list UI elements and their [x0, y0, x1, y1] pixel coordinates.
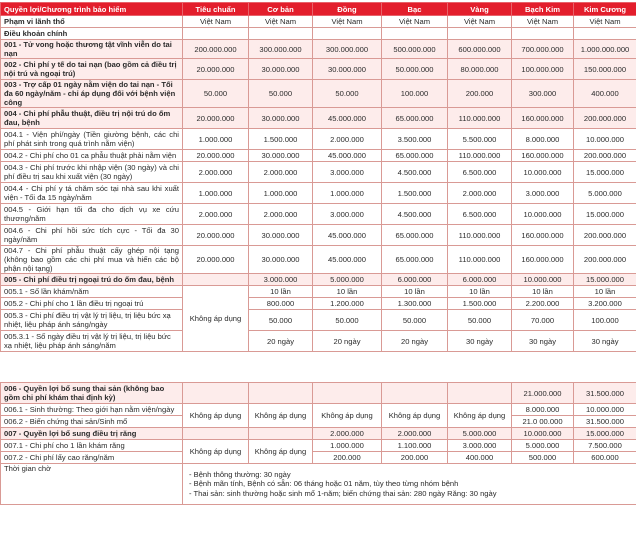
cell: 400.000 [574, 80, 636, 108]
table-row [1, 404, 636, 416]
cell: 500.000 [512, 452, 574, 464]
cell: 30.000.000 [249, 225, 313, 246]
waiting-line: - Bệnh thông thường: 30 ngày [189, 469, 291, 479]
cell: 50.000 [382, 310, 448, 331]
row-label: 007.1 - Chi phí cho 1 lần khám răng [1, 440, 183, 452]
cell: 30.000.000 [313, 59, 382, 80]
cell: 200.000.000 [574, 225, 636, 246]
cell: 31.500.000 [574, 416, 636, 428]
cell: 10 lần [313, 286, 382, 298]
cell: 160.000.000 [512, 108, 574, 129]
row-label: 007.2 - Chi phí lấy cao răng/năm [1, 452, 183, 464]
section-label: Điều khoản chính [1, 28, 183, 40]
not-applicable: Không áp dụng [448, 404, 512, 428]
cell: 400.000 [448, 452, 512, 464]
row-label: 002 - Chi phí y tế do tai nạn (bao gồm cả điều trị nội trú và ngoại trú) [1, 59, 183, 80]
table-row [1, 162, 636, 183]
cell: 30 ngày [448, 331, 512, 352]
row-label: 006.2 - Biến chứng thai sản/Sinh mổ [1, 416, 183, 428]
table-row [1, 80, 636, 108]
cell: 20.000.000 [183, 225, 249, 246]
cell: 6.500.000 [448, 204, 512, 225]
table-row [1, 428, 636, 440]
cell: 20.000.000 [183, 108, 249, 129]
cell: 45.000.000 [313, 246, 382, 274]
cell: 3.000.000 [448, 440, 512, 452]
row-label: 006.1 - Sinh thường: Theo giới hạn nằm viện/ngày [1, 404, 183, 416]
cell: 3.500.000 [382, 129, 448, 150]
cell: 5.000.000 [512, 440, 574, 452]
cell: 50.000 [249, 310, 313, 331]
cell: 160.000.000 [512, 246, 574, 274]
main-rows [1, 40, 636, 274]
cell: 10 lần [574, 286, 636, 298]
cell: 150.000.000 [574, 59, 636, 80]
row-label: 005.3.1 - Số ngày điều trị vật lý trị liệu, trị liệu bức xạ nhiệt, liệu pháp ánh sáng/năm [1, 331, 183, 352]
cell: 30.000.000 [249, 59, 313, 80]
cell: 200.000 [448, 80, 512, 108]
cell: 2.000.000 [183, 162, 249, 183]
cell: 50.000 [448, 310, 512, 331]
row-label: 007 - Quyền lợi bổ sung điều trị răng [1, 428, 183, 440]
cell: 45.000.000 [313, 225, 382, 246]
cell: 15.000.000 [574, 274, 636, 286]
cell: Việt Nam [448, 16, 512, 28]
cell: 110.000.000 [448, 150, 512, 162]
cell: 8.000.000 [512, 404, 574, 416]
row-label: 005.3 - Chi phí điều trị vật lý trị liệu, trị liệu bức xạ nhiệt, liệu pháp ánh sáng/ngày [1, 310, 183, 331]
table-row [1, 16, 636, 28]
cell: 6.000.000 [448, 274, 512, 286]
table-row [1, 108, 636, 129]
cell: 31.500.000 [574, 383, 636, 404]
waiting-period-text [183, 464, 636, 505]
cell: 2.000.000 [313, 129, 382, 150]
cell: 1.000.000 [183, 183, 249, 204]
cell: 10.000.000 [512, 274, 574, 286]
cell: 30.000.000 [249, 108, 313, 129]
cell: 1.100.000 [382, 440, 448, 452]
cell: 45.000.000 [313, 108, 382, 129]
cell: 2.000.000 [249, 162, 313, 183]
row-label: 004.2 - Chi phí cho 01 ca phẫu thuật phải nằm viện [1, 150, 183, 162]
outpatient-rows [1, 286, 636, 352]
cell: 3.000.000 [313, 162, 382, 183]
table-row [1, 452, 636, 464]
cell: 600.000.000 [448, 40, 512, 59]
cell: 700.000.000 [512, 40, 574, 59]
table-row [1, 183, 636, 204]
cell: 100.000 [574, 310, 636, 331]
table-row [1, 129, 636, 150]
cell: 10 lần [382, 286, 448, 298]
cell: 4.500.000 [382, 204, 448, 225]
table-row [1, 204, 636, 225]
cell: 20 ngày [313, 331, 382, 352]
cell: 20.000.000 [183, 59, 249, 80]
cell: 10.000.000 [574, 129, 636, 150]
cell: 30.000.000 [249, 150, 313, 162]
row-label: 001 - Tử vong hoặc thương tật vĩnh viễn do tai nạn [1, 40, 183, 59]
cell: 3.000.000 [313, 204, 382, 225]
cell: 200.000 [313, 452, 382, 464]
row-label: 004.6 - Chi phí hồi sức tích cực - Tối đa 30 ngày/năm [1, 225, 183, 246]
not-applicable: Không áp dụng [313, 404, 382, 428]
plan-header: Kim Cương [574, 3, 636, 16]
cell: 1.000.000 [249, 183, 313, 204]
not-applicable: Không áp dụng [382, 404, 448, 428]
cell: Việt Nam [382, 16, 448, 28]
cell: 800.000 [249, 298, 313, 310]
cell: 200.000.000 [574, 108, 636, 129]
row-label: Phạm vi lãnh thổ [1, 16, 183, 28]
cell: 50.000 [313, 310, 382, 331]
cell: 1.200.000 [313, 298, 382, 310]
cell: Việt Nam [574, 16, 636, 28]
row-label: 004.4 - Chi phí y tá chăm sóc tại nhà sau khi xuất viện - Tối đa 15 ngày/năm [1, 183, 183, 204]
cell: 5.000.000 [448, 428, 512, 440]
cell: 15.000.000 [574, 428, 636, 440]
cell: 7.500.000 [574, 440, 636, 452]
table-row [1, 286, 636, 298]
cell: 8.000.000 [512, 129, 574, 150]
cell: 20 ngày [382, 331, 448, 352]
not-applicable: Không áp dụng [183, 440, 249, 464]
row-label: 004.7 - Chi phí phẫu thuật cấy ghép nội tạng (không bao gồm các chi phí mua và hiến các bộ phận nội tạng) [1, 246, 183, 274]
cell: 3.000.000 [512, 183, 574, 204]
cell: Việt Nam [512, 16, 574, 28]
cell: 500.000.000 [382, 40, 448, 59]
cell: 65.000.000 [382, 108, 448, 129]
table-row [1, 28, 636, 40]
cell: 110.000.000 [448, 225, 512, 246]
cell: Việt Nam [249, 16, 313, 28]
table-row [1, 464, 636, 505]
cell: 5.000.000 [313, 274, 382, 286]
cell: 3.200.000 [574, 298, 636, 310]
row-label: 004.5 - Giới hạn tối đa cho dịch vụ xe cứu thương/năm [1, 204, 183, 225]
cell: 2.200.000 [512, 298, 574, 310]
table-row [1, 383, 636, 404]
cell: 300.000.000 [249, 40, 313, 59]
cell: 2.000.000 [382, 428, 448, 440]
row-label: 004 - Chi phí phẫu thuật, điều trị nội trú do ốm đau, bệnh [1, 108, 183, 129]
not-applicable: Không áp dụng [249, 404, 313, 428]
cell: 100.000 [382, 80, 448, 108]
cell: 20 ngày [249, 331, 313, 352]
plan-header: Tiêu chuẩn [183, 3, 249, 16]
plan-header: Vàng [448, 3, 512, 16]
cell: 21.0 00.000 [512, 416, 574, 428]
cell: 1.000.000 [313, 440, 382, 452]
cell: 20.000.000 [183, 246, 249, 274]
cell: 2.000.000 [448, 183, 512, 204]
cell: 600.000 [574, 452, 636, 464]
plan-header: Cơ bản [249, 3, 313, 16]
cell: 30 ngày [574, 331, 636, 352]
benefits-table [0, 2, 636, 352]
row-label: 005.2 - Chi phí cho 1 lần điều trị ngoại trú [1, 298, 183, 310]
row-label: 003 - Trợ cấp 01 ngày nằm viện do tai nạn - Tối đa 60 ngày/năm - chỉ áp dụng đối với bệnh viện công [1, 80, 183, 108]
cell: 200.000.000 [574, 150, 636, 162]
table-row [1, 331, 636, 352]
row-label: 004.1 - Viện phí/ngày (Tiền giường bệnh, các chi phí phát sinh trong quá trình nằm viện) [1, 129, 183, 150]
cell: 1.000.000 [313, 183, 382, 204]
cell: 20.000.000 [183, 150, 249, 162]
cell: 15.000.000 [574, 204, 636, 225]
section-gap [0, 352, 636, 382]
plan-header: Bạch Kim [512, 3, 574, 16]
table-row [1, 310, 636, 331]
cell: 10.000.000 [512, 428, 574, 440]
row-label: 005.1 - Số lần khám/năm [1, 286, 183, 298]
cell: 1.500.000 [382, 183, 448, 204]
cell: 21.000.000 [512, 383, 574, 404]
cell: 10 lần [249, 286, 313, 298]
cell: 200.000 [382, 452, 448, 464]
cell: 10.000.000 [574, 404, 636, 416]
table-row [1, 150, 636, 162]
cell: 100.000.000 [512, 59, 574, 80]
table-row [1, 246, 636, 274]
cell: 70.000 [512, 310, 574, 331]
cell: 10.000.000 [512, 162, 574, 183]
table-row [1, 440, 636, 452]
cell: 160.000.000 [512, 150, 574, 162]
row-label: 006 - Quyền lợi bổ sung thai sản (không bao gồm chi phí khám thai định kỳ) [1, 383, 183, 404]
cell: 50.000 [313, 80, 382, 108]
cell: 50.000.000 [382, 59, 448, 80]
cell: 110.000.000 [448, 246, 512, 274]
row-label: 004.3 - Chi phí trước khi nhập viện (30 ngày) và chi phí điều trị sau khi xuất viện (30 ngày) [1, 162, 183, 183]
cell: 1.500.000 [249, 129, 313, 150]
plan-header: Bạc [382, 3, 448, 16]
cell: 50.000 [249, 80, 313, 108]
cell: 160.000.000 [512, 225, 574, 246]
cell: 2.000.000 [183, 204, 249, 225]
table-row [1, 59, 636, 80]
cell: 1.300.000 [382, 298, 448, 310]
not-applicable: Không áp dụng [249, 440, 313, 464]
cell: 1.000.000.000 [574, 40, 636, 59]
supplementary-table [0, 382, 636, 505]
cell: 6.000.000 [382, 274, 448, 286]
cell: 65.000.000 [382, 225, 448, 246]
cell: 30 ngày [512, 331, 574, 352]
cell: 3.000.000 [249, 274, 313, 286]
cell: 200.000.000 [183, 40, 249, 59]
cell: 10 lần [512, 286, 574, 298]
cell: 6.500.000 [448, 162, 512, 183]
table-row [1, 225, 636, 246]
cell: 1.000.000 [183, 129, 249, 150]
cell: 1.500.000 [448, 298, 512, 310]
cell: 300.000 [512, 80, 574, 108]
cell: 200.000.000 [574, 246, 636, 274]
row-label: 005 - Chi phí điều trị ngoại trú do ốm đau, bệnh [1, 274, 183, 286]
table-row [1, 298, 636, 310]
cell: 5.500.000 [448, 129, 512, 150]
table-row [1, 274, 636, 286]
cell: Việt Nam [313, 16, 382, 28]
table-row [1, 40, 636, 59]
cell: 30.000.000 [249, 246, 313, 274]
waiting-line: - Bệnh mãn tính, Bệnh có sẵn: 06 tháng hoặc 01 năm, tùy theo từng nhóm bệnh [189, 479, 459, 489]
not-applicable: Không áp dụng [183, 404, 249, 428]
row-label: Thời gian chờ [1, 464, 183, 505]
header-label: Quyền lợi/Chương trình bảo hiểm [1, 3, 183, 16]
cell: Việt Nam [183, 16, 249, 28]
cell: 110.000.000 [448, 108, 512, 129]
cell: 10 lần [448, 286, 512, 298]
cell: 2.000.000 [313, 428, 382, 440]
cell: 15.000.000 [574, 162, 636, 183]
cell: 300.000.000 [313, 40, 382, 59]
cell: 80.000.000 [448, 59, 512, 80]
cell: 4.500.000 [382, 162, 448, 183]
plan-header: Đồng [313, 3, 382, 16]
cell: 50.000 [183, 80, 249, 108]
header-row [1, 3, 636, 16]
cell: 45.000.000 [313, 150, 382, 162]
not-applicable: Không áp dụng [183, 286, 249, 352]
waiting-line: - Thai sản: sinh thường hoặc sinh mổ 1-năm; biến chứng thai sản: 280 ngày Răng: 30 ngày [189, 488, 497, 498]
cell: 2.000.000 [249, 204, 313, 225]
cell: 5.000.000 [574, 183, 636, 204]
cell: 10.000.000 [512, 204, 574, 225]
cell: 65.000.000 [382, 246, 448, 274]
cell: 65.000.000 [382, 150, 448, 162]
